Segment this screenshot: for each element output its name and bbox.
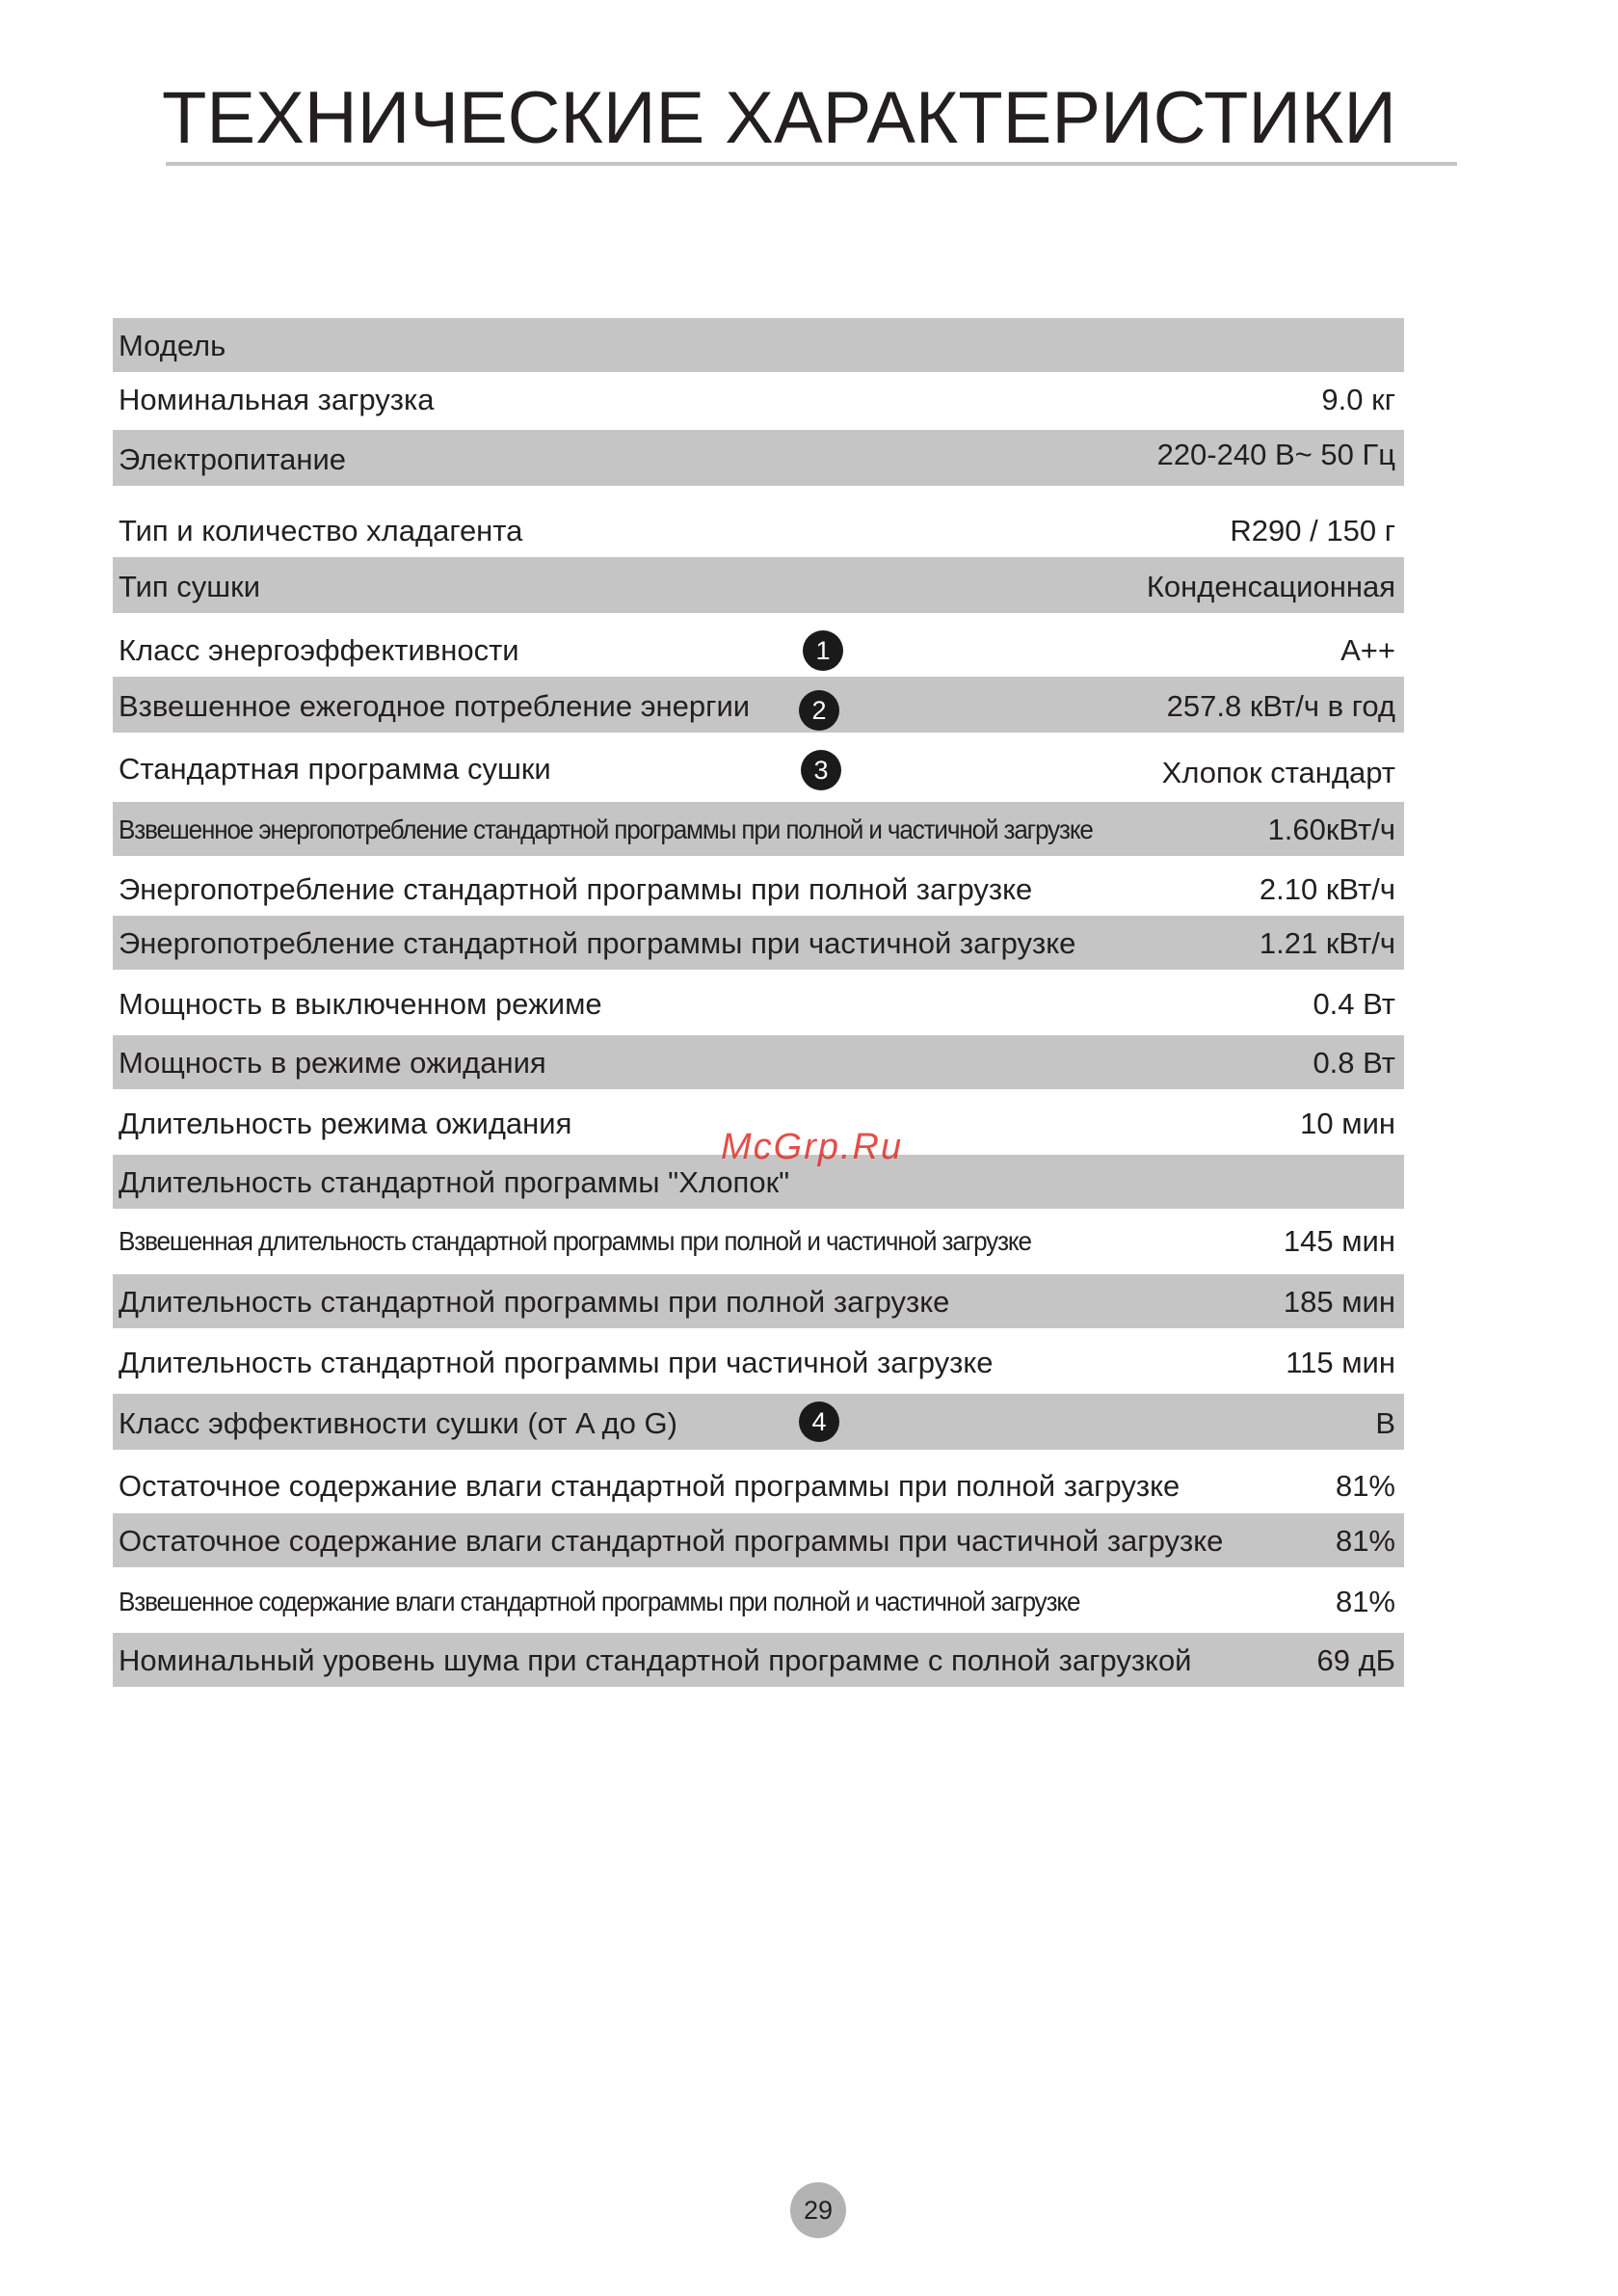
spec-row-noise-level (113, 1633, 1404, 1687)
spec-label: Взвешенное энергопотребление стандартной программы при полной и частичной загрузке (119, 814, 1093, 844)
spec-row-weighted-energy (113, 802, 1404, 856)
spec-label: Взвешенное ежегодное потребление энергии (119, 689, 751, 723)
spec-label: Остаточное содержание влаги стандартной программы при частичной загрузке (119, 1524, 1224, 1558)
spec-row-duration-partial-load (113, 1328, 1404, 1394)
spec-label: Длительность режима ожидания (119, 1107, 572, 1140)
spec-label: Тип сушки (119, 570, 261, 603)
spec-value: 115 мин (1286, 1346, 1395, 1379)
spec-label: Электропитание (119, 442, 347, 476)
spec-label: Длительность стандартной программы при полной загрузке (119, 1285, 950, 1319)
page-number: 29 (790, 2182, 846, 2238)
spec-row-drying-efficiency-class (113, 1394, 1404, 1450)
spec-label: Остаточное содержание влаги стандартной программы при полной загрузке (119, 1469, 1180, 1503)
spec-row-weighted-moisture (113, 1567, 1404, 1633)
spec-label: Класс энергоэффективности (119, 633, 519, 667)
spec-value: 81% (1335, 1469, 1395, 1503)
spec-row-weighted-duration (113, 1209, 1404, 1268)
spec-label: Стандартная программа сушки (119, 752, 551, 786)
spec-label: Номинальный уровень шума при стандартной программе с полной загрузкой (119, 1643, 1192, 1677)
spec-value: 69 дБ (1316, 1643, 1395, 1677)
spec-value: Конденсационная (1146, 570, 1395, 603)
spec-row-annual-energy (113, 677, 1404, 733)
spec-row-off-mode-power (113, 970, 1404, 1035)
spec-row-power-supply (113, 430, 1404, 486)
spec-label: Длительность стандартной программы при частичной загрузке (119, 1346, 994, 1379)
spec-row-energy-class (113, 613, 1404, 677)
spec-value: 0.8 Вт (1313, 1046, 1395, 1080)
spec-row-drying-type (113, 557, 1404, 613)
spec-row-standby-power (113, 1035, 1404, 1089)
spec-label: Класс эффективности сушки (от A до G) (119, 1406, 677, 1440)
spec-label: Длительность стандартной программы "Хлопок" (119, 1165, 790, 1199)
spec-row-model (113, 318, 1404, 372)
spec-row-refrigerant (113, 486, 1404, 557)
spec-label: Взвешенная длительность стандартной программы при полной и частичной загрузке (119, 1226, 1031, 1256)
footnote-badge-2: 2 (799, 690, 839, 731)
spec-value: A++ (1340, 633, 1395, 667)
title-underline (166, 162, 1457, 166)
spec-value: 81% (1335, 1524, 1395, 1558)
footnote-badge-3: 3 (801, 750, 841, 790)
spec-row-energy-partial-load (113, 916, 1404, 970)
spec-value: 2.10 кВт/ч (1259, 872, 1395, 906)
spec-row-energy-full-load (113, 856, 1404, 916)
spec-value: 145 мин (1283, 1224, 1395, 1258)
spec-value: 0.4 Вт (1313, 987, 1395, 1021)
spec-value: 10 мин (1300, 1107, 1395, 1140)
spec-value: R290 / 150 г (1230, 514, 1395, 547)
watermark: McGrp.Ru (721, 1127, 904, 1167)
footnote-badge-1: 1 (803, 630, 843, 671)
spec-row-nominal-load (113, 372, 1404, 426)
spec-value: 257.8 кВт/ч в год (1166, 689, 1395, 723)
spec-label: Тип и количество хладагента (119, 514, 523, 547)
spec-value: 220-240 В~ 50 Гц (1156, 438, 1395, 471)
spec-label: Мощность в выключенном режиме (119, 987, 602, 1021)
spec-value: Хлопок стандарт (1161, 756, 1395, 789)
spec-label: Энергопотребление стандартной программы при полной загрузке (119, 872, 1033, 906)
spec-value: 9.0 кг (1321, 383, 1395, 416)
spec-label: Взвешенное содержание влаги стандартной программы при полной и частичной загрузке (119, 1587, 1080, 1616)
spec-label: Энергопотребление стандартной программы при частичной загрузке (119, 926, 1076, 960)
spec-value: 1.60кВт/ч (1267, 813, 1395, 846)
spec-row-duration-full-load (113, 1274, 1404, 1328)
spec-value: 1.21 кВт/ч (1259, 926, 1395, 960)
spec-label: Модель (119, 329, 226, 362)
spec-value: 81% (1335, 1585, 1395, 1618)
footnote-badge-4: 4 (799, 1402, 839, 1442)
spec-row-moisture-partial-load (113, 1513, 1404, 1567)
spec-label: Номинальная загрузка (119, 383, 435, 416)
spec-value: B (1375, 1406, 1395, 1440)
spec-value: 185 мин (1283, 1285, 1395, 1319)
spec-row-moisture-full-load (113, 1450, 1404, 1513)
spec-label: Мощность в режиме ожидания (119, 1046, 546, 1080)
spec-row-standard-program (113, 733, 1404, 798)
page-title: ТЕХНИЧЕСКИЕ ХАРАКТЕРИСТИКИ (162, 77, 1396, 159)
